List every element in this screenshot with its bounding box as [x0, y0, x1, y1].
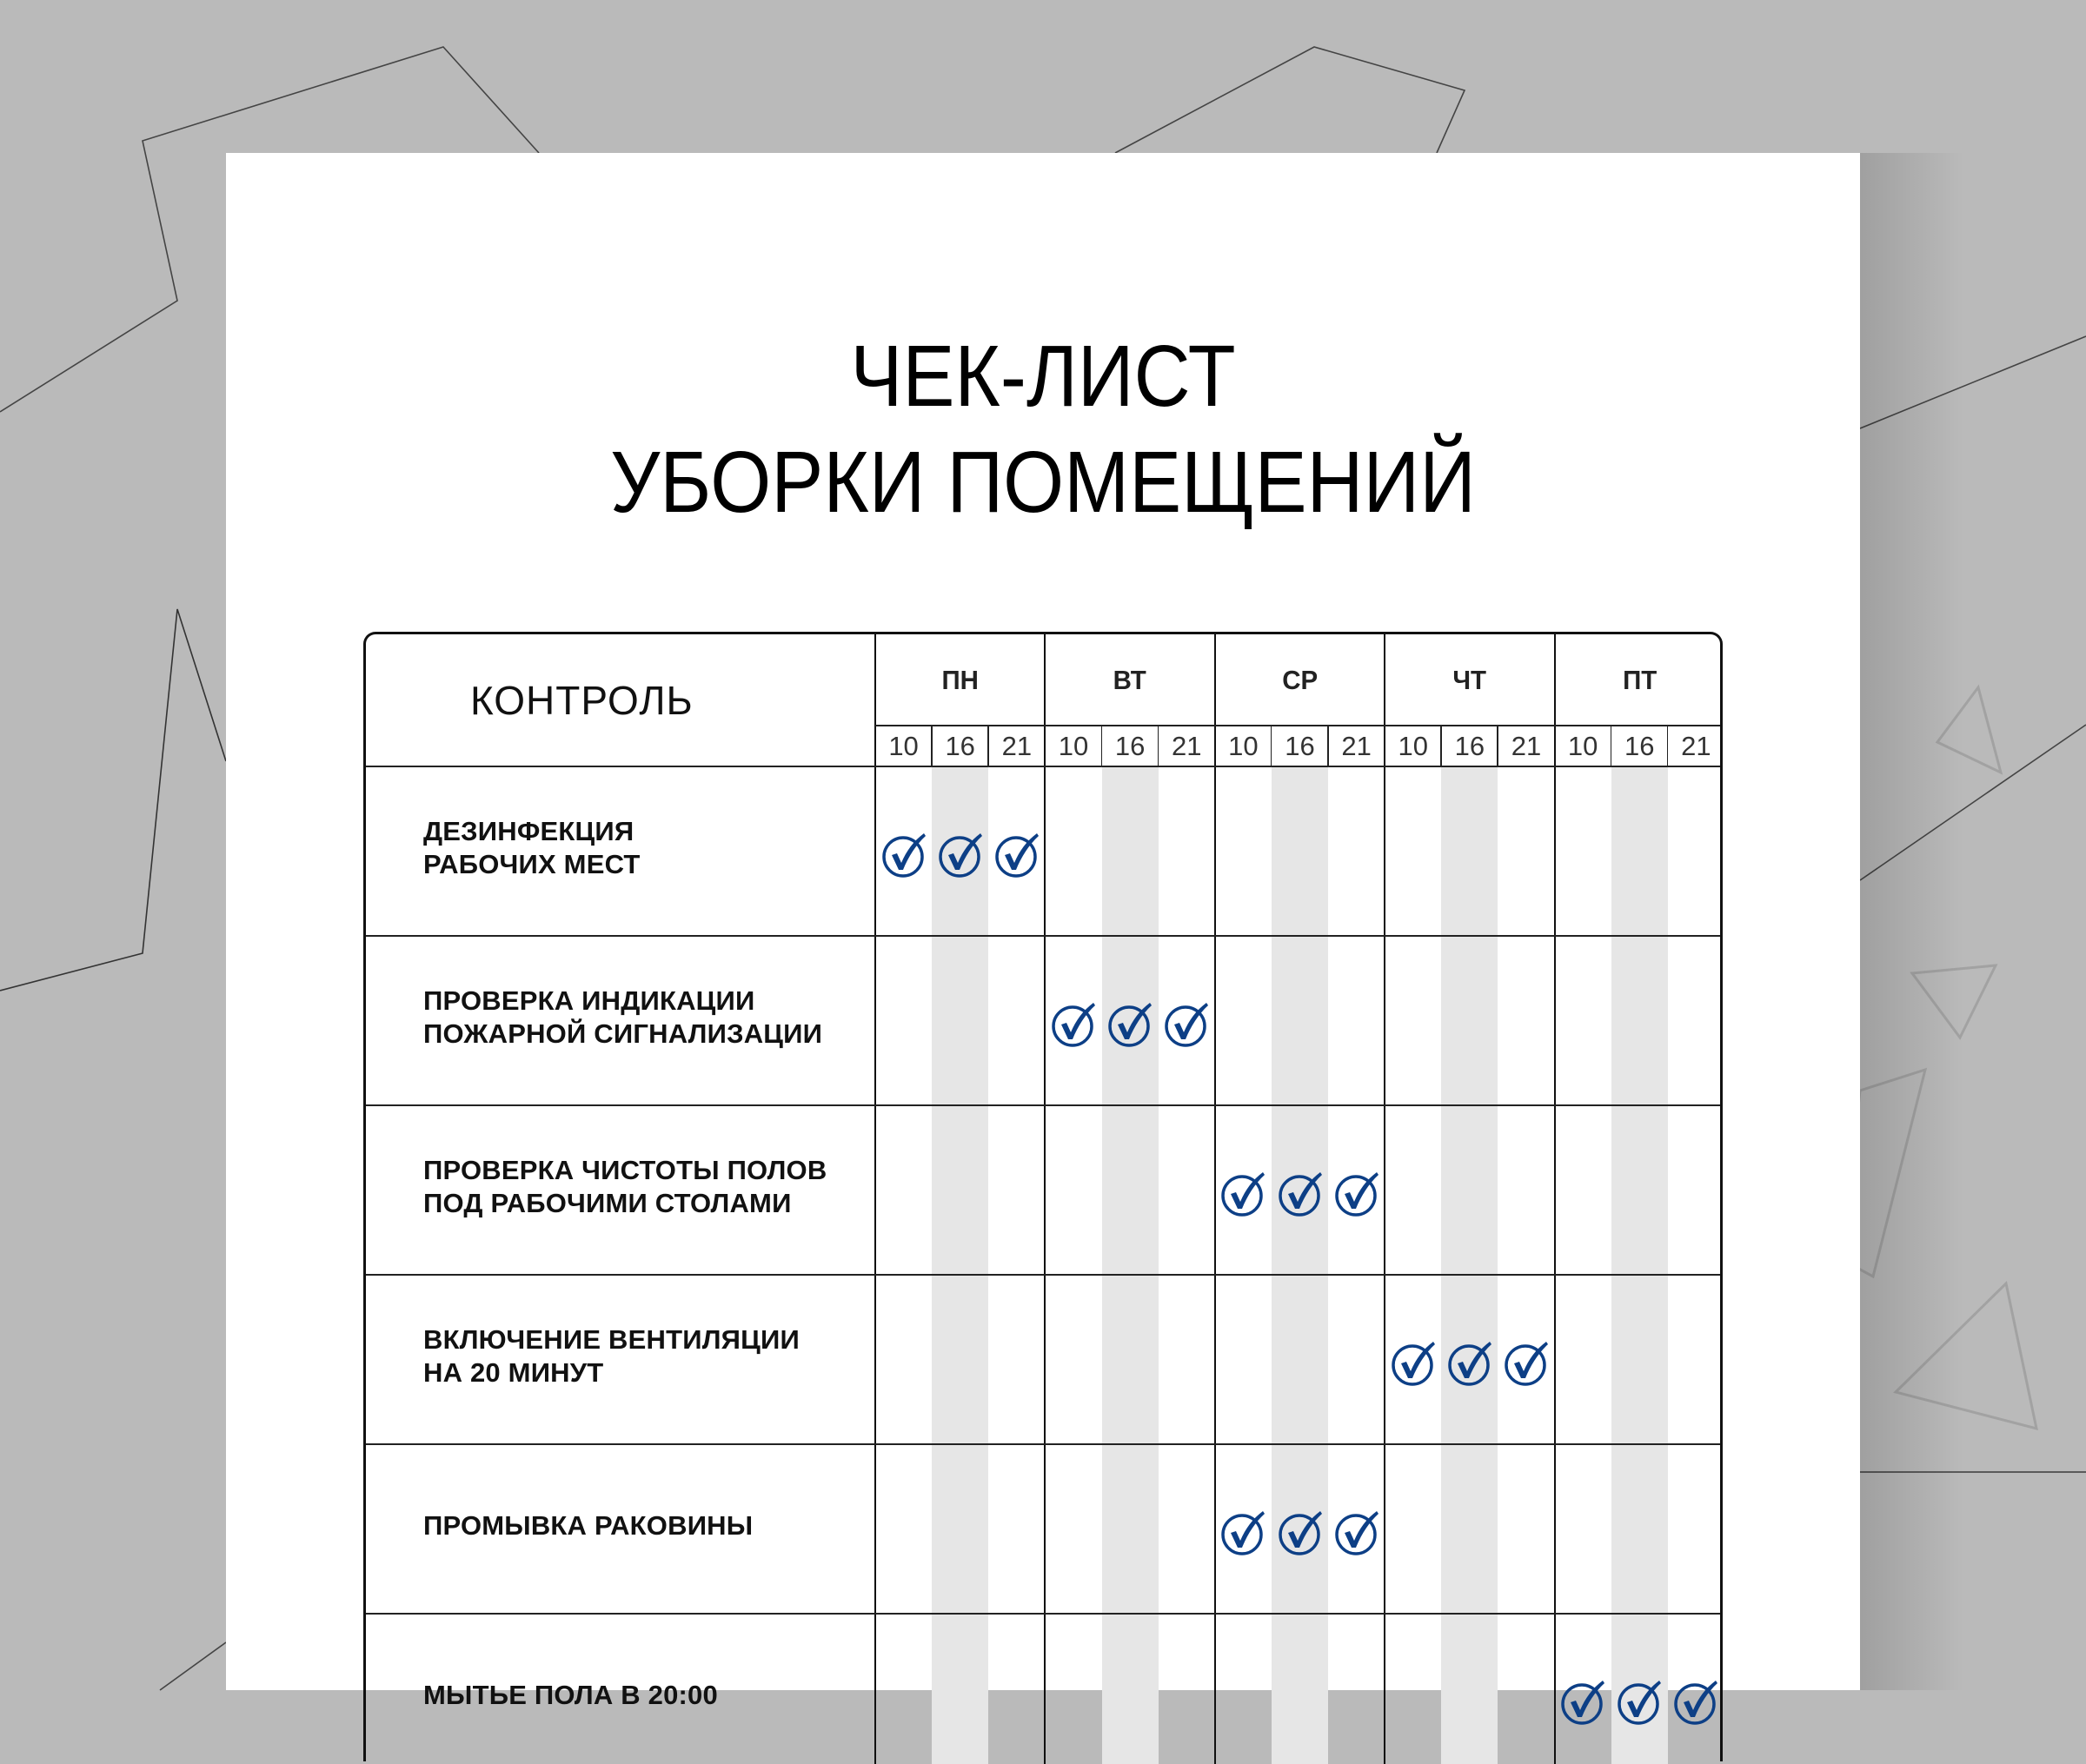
checklist-page: [226, 153, 1860, 1710]
time-divider: [1271, 726, 1272, 766]
task-label: [423, 1323, 800, 1389]
time-header: 21: [1001, 730, 1033, 761]
time-header: 16: [1285, 730, 1315, 761]
time-divider: [1611, 726, 1612, 766]
time-divider: [1440, 726, 1442, 766]
column-divider: [874, 634, 876, 1764]
check-circle-icon[interactable]: [1445, 1338, 1494, 1387]
row-divider: [366, 1274, 1720, 1276]
check-circle-icon[interactable]: [1049, 999, 1098, 1048]
day-header: ПН: [941, 664, 979, 695]
check-circle-icon[interactable]: [1389, 1338, 1438, 1387]
day-divider: [1044, 634, 1046, 1764]
check-circle-icon[interactable]: [1162, 999, 1211, 1048]
row-divider: [366, 935, 1720, 937]
header-divider: [875, 725, 1720, 726]
time-header: 10: [1567, 730, 1598, 761]
title-line-2: УБОРКИ ПОМЕЩЕНИЙ: [610, 434, 1476, 531]
day-header: ВТ: [1113, 664, 1147, 695]
check-circle-icon[interactable]: [1219, 1508, 1267, 1556]
day-divider: [1214, 634, 1216, 1764]
time-divider: [1101, 726, 1103, 766]
check-circle-icon[interactable]: [1502, 1338, 1551, 1387]
task-label: [423, 985, 822, 1051]
time-header: 10: [888, 730, 919, 761]
check-circle-icon[interactable]: [1219, 1169, 1267, 1217]
time-divider: [1158, 726, 1159, 766]
day-divider: [1554, 634, 1556, 1764]
task-label-line: ПОД РАБОЧИМИ СТОЛАМИ: [423, 1187, 792, 1218]
row-divider: [366, 1443, 1720, 1445]
time-header: 16: [1624, 730, 1655, 761]
time-divider: [931, 726, 933, 766]
time-header: 21: [1511, 730, 1542, 761]
check-circle-icon[interactable]: [1106, 999, 1154, 1048]
title-line-1: ЧЕК-ЛИСТ: [850, 328, 1236, 425]
task-label-line: ВКЛЮЧЕНИЕ ВЕНТИЛЯЦИИ: [423, 1323, 800, 1355]
check-circle-icon[interactable]: [993, 830, 1041, 879]
control-column-header: КОНТРОЛЬ: [470, 678, 694, 723]
task-label: [423, 1679, 718, 1712]
task-label-line: ПРОМЫВКА РАКОВИНЫ: [423, 1509, 754, 1541]
time-header: 10: [1228, 730, 1259, 761]
task-label-line: РАБОЧИХ МЕСТ: [423, 848, 641, 879]
task-label: [423, 815, 641, 881]
time-header: 10: [1398, 730, 1428, 761]
page-title: [226, 323, 1860, 535]
decor-line: [160, 1642, 226, 1690]
row-divider: [366, 1613, 1720, 1615]
task-label-line: ПРОВЕРКА ИНДИКАЦИИ: [423, 985, 755, 1016]
time-divider: [1497, 726, 1498, 766]
task-label: [423, 1154, 827, 1220]
check-circle-icon[interactable]: [1276, 1169, 1325, 1217]
check-circle-icon[interactable]: [880, 830, 928, 879]
check-circle-icon[interactable]: [1558, 1677, 1607, 1726]
day-header: ЧТ: [1452, 664, 1487, 695]
time-header: 10: [1058, 730, 1089, 761]
paper-shadow: [1860, 153, 1964, 1690]
row-divider: [366, 1104, 1720, 1106]
time-divider: [987, 726, 989, 766]
task-label-line: ПРОВЕРКА ЧИСТОТЫ ПОЛОВ: [423, 1154, 827, 1185]
task-label-line: НА 20 МИНУТ: [423, 1356, 604, 1388]
time-divider: [1667, 726, 1669, 766]
check-circle-icon[interactable]: [1332, 1169, 1381, 1217]
task-label-line: МЫТЬЕ ПОЛА В 20:00: [423, 1679, 718, 1710]
check-circle-icon[interactable]: [1332, 1508, 1381, 1556]
check-circle-icon[interactable]: [1671, 1677, 1720, 1726]
check-circle-icon[interactable]: [936, 830, 985, 879]
decor-line: [0, 609, 226, 991]
time-header: 21: [1341, 730, 1372, 761]
header-bottom-line: [366, 766, 1720, 767]
task-label-line: ДЕЗИНФЕКЦИЯ: [423, 815, 634, 846]
time-divider: [1327, 726, 1329, 766]
task-label-line: ПОЖАРНОЙ СИГНАЛИЗАЦИИ: [423, 1018, 823, 1049]
check-circle-icon[interactable]: [1615, 1677, 1664, 1726]
day-header: ПТ: [1622, 664, 1657, 695]
time-header: 21: [1681, 730, 1711, 761]
checklist-table: [363, 632, 1723, 1761]
time-header: 16: [1114, 730, 1146, 761]
decor-line: [1115, 47, 1465, 153]
time-header: 21: [1171, 730, 1202, 761]
check-circle-icon[interactable]: [1276, 1508, 1325, 1556]
day-divider: [1384, 634, 1385, 1764]
task-label: [423, 1509, 753, 1542]
time-header: 16: [1454, 730, 1485, 761]
time-header: 16: [945, 730, 975, 761]
day-header: СР: [1282, 664, 1318, 695]
